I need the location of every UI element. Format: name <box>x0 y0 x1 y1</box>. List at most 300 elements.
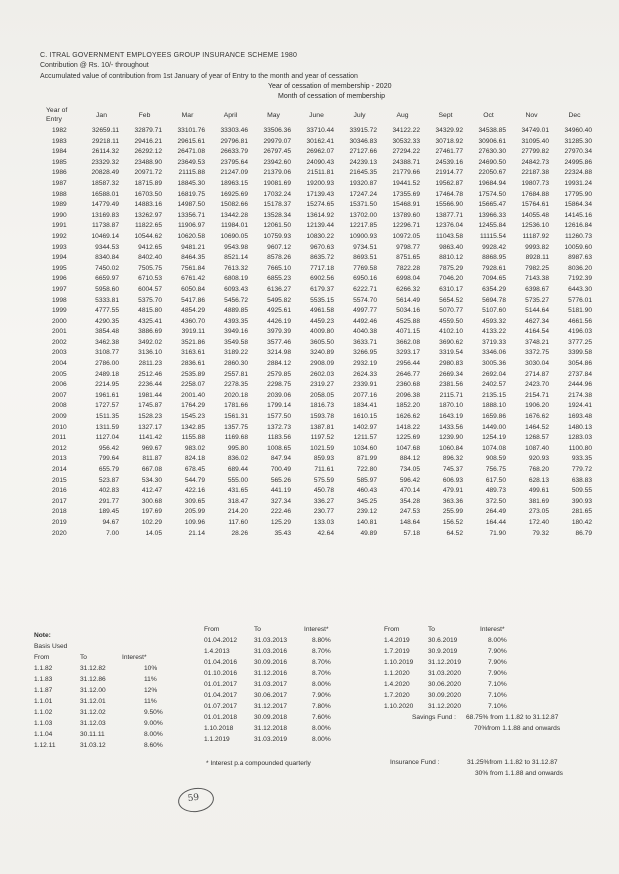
value-cell: 10830.22 <box>306 232 334 240</box>
value-cell: 1034.60 <box>353 444 377 452</box>
block2-cell: 01.10.2016 <box>204 670 238 677</box>
value-cell: 189.45 <box>98 508 119 516</box>
value-cell: 3919.11 <box>181 328 205 336</box>
value-cell: 1888.10 <box>482 402 506 410</box>
value-cell: 9863.40 <box>439 243 463 251</box>
value-cell: 10972.05 <box>392 232 420 240</box>
value-cell: 30718.92 <box>435 137 463 145</box>
value-cell: 460.43 <box>356 487 377 495</box>
value-cell: 19684.94 <box>478 179 506 187</box>
value-cell: 49.89 <box>360 529 377 537</box>
value-cell: 734.05 <box>399 466 420 473</box>
value-cell: 1127.04 <box>95 434 119 442</box>
entry-year-cell: 2003 <box>52 349 67 357</box>
value-cell: 3136.10 <box>138 349 162 357</box>
value-cell: 1342.85 <box>181 423 205 431</box>
value-cell: 2423.70 <box>525 381 549 389</box>
value-cell: 8402.40 <box>138 254 162 262</box>
month-header: Dec <box>568 111 581 119</box>
block1-cell: 1.1.01 <box>34 698 53 705</box>
block3-cell: 7.90% <box>488 670 507 677</box>
value-cell: 21115.88 <box>178 169 205 177</box>
entry-year-cell: 1986 <box>52 169 67 177</box>
value-cell: 3577.46 <box>267 338 291 346</box>
value-cell: 13789.60 <box>392 211 420 219</box>
interest-block-1 <box>34 654 184 794</box>
value-cell: 585.97 <box>356 476 377 484</box>
month-header: June <box>309 111 324 119</box>
value-cell: 381.69 <box>528 497 549 505</box>
block3-cell: 30.06.2020 <box>428 681 462 688</box>
block2-interest-header: Interest* <box>304 626 329 633</box>
value-cell: 1545.23 <box>181 413 205 421</box>
value-cell: 13966.33 <box>478 211 506 219</box>
value-cell: 779.72 <box>571 466 592 473</box>
value-cell: 3949.16 <box>224 328 248 336</box>
value-cell: 26962.07 <box>306 148 334 156</box>
entry-year-cell: 2002 <box>52 338 67 346</box>
value-cell: 4133.22 <box>482 328 506 336</box>
value-cell: 13169.83 <box>91 211 119 219</box>
table-row <box>44 211 596 222</box>
table-row <box>44 465 596 476</box>
value-cell: 1676.62 <box>525 413 549 421</box>
value-cell: 32879.71 <box>134 127 162 134</box>
value-cell: 19931.24 <box>564 179 592 187</box>
value-cell: 16703.50 <box>134 190 162 198</box>
value-cell: 309.65 <box>184 497 205 505</box>
value-cell: 4815.80 <box>138 307 162 315</box>
value-cell: 5735.27 <box>525 296 549 304</box>
value-cell: 1834.41 <box>353 402 377 410</box>
value-cell: 1577.50 <box>267 413 291 421</box>
value-cell: 8928.11 <box>525 254 549 262</box>
value-cell: 824.18 <box>184 455 205 463</box>
value-cell: 2298.75 <box>267 381 291 389</box>
compounded-note: * Interest p.a compounded quarterly <box>206 760 311 767</box>
value-cell: 4196.03 <box>568 328 592 336</box>
value-cell: 1561.31 <box>224 413 248 421</box>
value-cell: 12296.71 <box>392 222 420 230</box>
value-cell: 24239.13 <box>349 158 377 166</box>
value-cell: 3030.04 <box>525 360 549 368</box>
block1-cell: 1.12.11 <box>34 742 56 749</box>
value-cell: 2714.87 <box>525 370 549 378</box>
value-cell: 2980.83 <box>439 360 463 368</box>
entry-year-cell: 1982 <box>52 127 67 134</box>
value-cell: 745.37 <box>442 466 463 473</box>
interest-block-2 <box>204 626 394 766</box>
value-cell: 140.81 <box>356 518 377 526</box>
value-cell: 8868.95 <box>482 254 506 262</box>
entry-year-cell: 2008 <box>52 402 67 410</box>
value-cell: 4325.41 <box>138 317 162 325</box>
value-cell: 4525.88 <box>396 317 420 325</box>
value-cell: 908.59 <box>485 455 506 463</box>
value-cell: 21.14 <box>188 529 205 537</box>
savings-fund-line-2: 70%from 1.1.88 and onwards <box>474 725 561 732</box>
value-cell: 4040.38 <box>353 328 377 336</box>
value-cell: 9481.21 <box>181 243 205 251</box>
value-cell: 2096.38 <box>396 391 420 399</box>
value-cell: 1593.78 <box>310 413 334 421</box>
value-cell: 847.94 <box>270 455 291 463</box>
insurance-fund-line-2: 30% from 1.1.88 and onwards <box>475 770 563 777</box>
value-cell: 354.28 <box>399 497 420 505</box>
month-header: April <box>223 111 238 119</box>
value-cell: 19320.87 <box>349 179 377 187</box>
value-cell: 14883.16 <box>134 201 162 209</box>
value-cell: 12376.04 <box>435 222 463 230</box>
value-cell: 1141.42 <box>138 434 162 442</box>
month-header: Mar <box>181 111 194 119</box>
block1-cell: 1.1.04 <box>34 731 53 738</box>
value-cell: 5070.77 <box>439 307 463 315</box>
value-cell: 15082.66 <box>220 201 248 209</box>
value-cell: 5574.70 <box>353 296 377 304</box>
value-cell: 6998.04 <box>396 275 420 283</box>
value-cell: 6093.43 <box>224 285 248 293</box>
month-header: Feb <box>138 111 151 119</box>
value-cell: 19200.93 <box>306 179 334 187</box>
value-cell: 15178.37 <box>263 201 291 209</box>
block3-cell: 1.7.2020 <box>384 692 410 699</box>
value-cell: 214.20 <box>227 508 248 516</box>
table-row <box>44 327 596 338</box>
block1-cell: 31.12.03 <box>80 720 106 727</box>
value-cell: 21645.35 <box>349 169 377 177</box>
value-cell: 33506.36 <box>263 127 291 134</box>
value-cell: 5614.49 <box>396 296 420 304</box>
value-cell: 499.61 <box>528 487 549 495</box>
value-cell: 5495.82 <box>267 296 291 304</box>
value-cell: 1100.80 <box>568 444 592 452</box>
value-cell: 33101.76 <box>177 127 205 134</box>
table-row <box>44 529 596 540</box>
value-cell: 21511.81 <box>306 169 334 177</box>
value-cell: 17247.24 <box>349 190 377 198</box>
value-cell: 2624.33 <box>353 370 377 378</box>
value-cell: 345.25 <box>356 497 377 505</box>
value-cell: 10690.05 <box>220 232 248 240</box>
value-cell: 2001.40 <box>181 391 205 399</box>
value-cell: 6710.53 <box>138 275 162 283</box>
value-cell: 7822.28 <box>396 264 420 272</box>
value-cell: 5694.78 <box>482 296 506 304</box>
entry-year-cell: 2017 <box>52 497 67 505</box>
value-cell: 1311.59 <box>95 423 119 431</box>
table-row <box>44 253 596 264</box>
value-cell: 27294.22 <box>392 148 420 156</box>
value-cell: 5776.01 <box>568 296 592 304</box>
block3-cell: 7.90% <box>488 659 507 666</box>
value-cell: 23795.64 <box>220 158 248 166</box>
entry-year-cell: 2000 <box>52 317 67 325</box>
value-cell: 11738.87 <box>91 222 119 230</box>
value-cell: 2602.03 <box>310 370 334 378</box>
value-cell: 3633.71 <box>353 338 377 346</box>
note-label: Note: <box>34 632 51 639</box>
value-cell: 26797.45 <box>263 148 291 156</box>
value-cell: 28.26 <box>231 529 248 537</box>
block1-cell: 1.1.83 <box>34 676 53 683</box>
entry-year-cell: 2010 <box>52 423 67 431</box>
value-cell: 3163.61 <box>181 349 205 357</box>
block1-cell: 31.12.82 <box>80 665 106 672</box>
value-cell: 222.46 <box>270 508 291 516</box>
entry-year-cell: 1993 <box>52 243 67 251</box>
table-row <box>44 507 596 518</box>
entry-year-cell: 2018 <box>52 508 67 516</box>
value-cell: 17355.69 <box>392 190 420 198</box>
value-cell: 7046.20 <box>439 275 463 283</box>
month-header: July <box>353 111 366 119</box>
value-cell: 12616.84 <box>564 222 592 230</box>
block3-cell: 1.4.2020 <box>384 681 410 688</box>
entry-year-cell: 2016 <box>52 487 67 495</box>
value-cell: 2512.46 <box>138 370 162 378</box>
value-cell: 4889.85 <box>224 307 248 315</box>
value-cell: 836.02 <box>227 455 248 463</box>
value-cell: 3690.62 <box>439 338 463 346</box>
table-row <box>44 200 596 211</box>
block1-cell: 12% <box>144 687 158 694</box>
entry-year-cell: 1988 <box>52 190 67 198</box>
entry-year-cell: 1991 <box>52 222 67 230</box>
value-cell: 2258.07 <box>181 381 205 389</box>
entry-year-cell: 1985 <box>52 158 67 166</box>
value-cell: 768.20 <box>528 466 549 473</box>
value-cell: 2932.19 <box>353 360 377 368</box>
value-cell: 22324.88 <box>564 169 592 177</box>
interest-block-3 <box>384 626 574 726</box>
insurance-fund-label: Insurance Fund : <box>390 759 440 766</box>
value-cell: 5181.90 <box>568 307 592 315</box>
value-cell: 12455.84 <box>478 222 506 230</box>
table-row <box>44 401 596 412</box>
value-cell: 4661.56 <box>568 317 592 325</box>
value-cell: 15665.47 <box>478 201 506 209</box>
entry-year-cell: 1997 <box>52 285 67 293</box>
value-cell: 1852.20 <box>396 402 420 410</box>
table-row <box>44 359 596 370</box>
value-cell: 11187.92 <box>522 232 549 240</box>
value-cell: 4071.15 <box>396 328 420 336</box>
value-cell: 102.29 <box>141 518 162 526</box>
value-cell: 156.52 <box>442 518 463 526</box>
value-cell: 3346.06 <box>482 349 506 357</box>
value-cell: 1372.73 <box>267 423 291 431</box>
table-row <box>44 486 596 497</box>
value-cell: 94.67 <box>102 518 119 526</box>
value-cell: 22187.38 <box>521 169 549 177</box>
value-cell: 2319.27 <box>310 381 334 389</box>
value-cell: 3549.58 <box>224 338 248 346</box>
value-cell: 2236.44 <box>138 381 162 389</box>
block3-cell: 30.9.2019 <box>428 648 458 655</box>
value-cell: 617.50 <box>485 476 506 484</box>
table-row <box>44 391 596 402</box>
value-cell: 6050.84 <box>181 285 205 293</box>
table-row <box>44 370 596 381</box>
value-cell: 18587.32 <box>91 179 119 187</box>
value-cell: 1008.65 <box>267 444 291 452</box>
entry-year-cell: 2007 <box>52 391 67 399</box>
value-cell: 2115.71 <box>439 391 463 399</box>
savings-fund-label: Savings Fund : <box>412 714 456 721</box>
table-row <box>44 317 596 328</box>
value-cell: 995.80 <box>227 444 248 452</box>
value-cell: 983.02 <box>184 444 205 452</box>
value-cell: 8340.84 <box>95 254 119 262</box>
block1-cell: 31.03.12 <box>80 742 106 749</box>
value-cell: 2077.16 <box>353 391 377 399</box>
block2-cell: 31.03.2016 <box>254 648 288 655</box>
value-cell: 6222.71 <box>353 285 377 293</box>
value-cell: 1449.00 <box>482 423 506 431</box>
table-header-row <box>44 104 596 126</box>
value-cell: 205.99 <box>184 508 205 516</box>
block2-cell: 01.04.2017 <box>204 692 238 699</box>
value-cell: 22050.67 <box>478 169 506 177</box>
value-cell: 27970.34 <box>564 148 592 156</box>
value-cell: 33915.72 <box>349 127 377 134</box>
month-of-cessation: Month of cessation of membership <box>278 93 385 100</box>
entry-year-cell: 2012 <box>52 444 67 452</box>
value-cell: 2579.85 <box>267 370 291 378</box>
value-cell: 2058.05 <box>310 391 334 399</box>
value-cell: 1727.57 <box>95 402 119 410</box>
value-cell: 5375.70 <box>138 296 162 304</box>
value-cell: 19081.69 <box>263 179 291 187</box>
entry-year-cell: 2011 <box>52 434 67 442</box>
value-cell: 3492.02 <box>138 338 162 346</box>
block1-cell: 31.12.01 <box>80 698 106 705</box>
value-cell: 16925.69 <box>220 190 248 198</box>
value-cell: 13528.34 <box>263 211 291 219</box>
value-cell: 24690.50 <box>478 158 506 166</box>
value-cell: 2489.18 <box>95 370 119 378</box>
value-cell: 2646.77 <box>396 370 420 378</box>
value-cell: 6443.30 <box>568 285 592 293</box>
value-cell: 8464.35 <box>181 254 205 262</box>
value-cell: 2020.18 <box>224 391 248 399</box>
block1-cell: 31.12.00 <box>80 687 106 694</box>
table-row <box>44 221 596 232</box>
value-cell: 24539.16 <box>435 158 463 166</box>
value-cell: 1418.22 <box>396 423 420 431</box>
value-cell: 1268.57 <box>525 434 549 442</box>
value-cell: 3462.38 <box>95 338 119 346</box>
value-cell: 2737.84 <box>568 370 592 378</box>
block2-cell: 31.12.2018 <box>254 725 288 732</box>
value-cell: 363.36 <box>442 497 463 505</box>
value-cell: 4925.61 <box>267 307 291 315</box>
block2-cell: 01.04.2012 <box>204 637 238 644</box>
value-cell: 9928.42 <box>482 243 506 251</box>
value-cell: 372.50 <box>485 497 506 505</box>
block3-cell: 7.10% <box>488 681 507 688</box>
block2-cell: 8.00% <box>312 736 331 743</box>
value-cell: 3293.17 <box>396 349 420 357</box>
value-cell: 16588.01 <box>91 190 119 198</box>
month-header: Nov <box>525 111 538 119</box>
value-cell: 336.27 <box>313 497 334 505</box>
value-cell: 1816.73 <box>310 402 334 410</box>
table-row <box>44 380 596 391</box>
block2-cell: 30.09.2018 <box>254 714 288 721</box>
value-cell: 18845.30 <box>177 179 205 187</box>
value-cell: 2360.68 <box>396 381 420 389</box>
block1-cell: 1.1.82 <box>34 665 53 672</box>
value-cell: 23649.53 <box>177 158 205 166</box>
value-cell: 30162.41 <box>306 137 334 145</box>
year-of-entry-header: Year of Entry <box>46 107 68 123</box>
block2-cell: 31.12.2016 <box>254 670 288 677</box>
table-row <box>44 232 596 243</box>
block3-cell: 1.7.2019 <box>384 648 410 655</box>
table-row <box>44 497 596 508</box>
value-cell: 1610.15 <box>353 413 377 421</box>
value-cell: 8036.20 <box>568 264 592 272</box>
block2-from-header: From <box>204 626 220 633</box>
value-cell: 13442.28 <box>220 211 248 219</box>
value-cell: 10900.93 <box>349 232 377 240</box>
value-cell: 133.03 <box>313 518 334 526</box>
value-cell: 10059.60 <box>564 243 592 251</box>
value-cell: 29615.61 <box>177 137 205 145</box>
value-cell: 3399.58 <box>568 349 592 357</box>
value-cell: 3005.36 <box>482 360 506 368</box>
value-cell: 441.19 <box>270 487 291 495</box>
value-cell: 23488.90 <box>134 158 162 166</box>
block2-cell: 8.70% <box>312 659 331 666</box>
value-cell: 667.08 <box>141 466 162 473</box>
table-row <box>44 433 596 444</box>
month-header: May <box>267 111 280 119</box>
table-row <box>44 296 596 307</box>
table-row <box>44 518 596 529</box>
table-row <box>44 137 596 148</box>
table-row <box>44 264 596 275</box>
value-cell: 3886.69 <box>138 328 162 336</box>
value-cell: 6950.16 <box>353 275 377 283</box>
value-cell: 544.79 <box>184 476 205 484</box>
value-cell: 33303.46 <box>220 127 248 134</box>
value-cell: 10759.93 <box>263 232 291 240</box>
value-cell: 5333.81 <box>95 296 119 304</box>
block1-cell: 30.11.11 <box>80 731 105 738</box>
block2-cell: 31.03.2017 <box>254 681 288 688</box>
block2-cell: 8.70% <box>312 648 331 655</box>
value-cell: 7982.25 <box>525 264 549 272</box>
value-cell: 2956.44 <box>396 360 420 368</box>
value-cell: 1387.81 <box>310 423 334 431</box>
entry-year-cell: 1989 <box>52 201 67 209</box>
entry-year-cell: 1987 <box>52 179 67 187</box>
value-cell: 7192.39 <box>568 275 592 283</box>
block2-cell: 7.60% <box>312 714 331 721</box>
value-cell: 19807.73 <box>521 179 549 187</box>
value-cell: 1906.20 <box>525 402 549 410</box>
value-cell: 2174.38 <box>568 391 592 399</box>
value-cell: 5654.52 <box>439 296 463 304</box>
value-cell: 655.79 <box>98 466 119 473</box>
value-cell: 6808.19 <box>224 275 248 283</box>
value-cell: 2836.61 <box>181 360 205 368</box>
block1-cell: 31.12.02 <box>80 709 106 716</box>
value-cell: 12061.50 <box>263 222 291 230</box>
